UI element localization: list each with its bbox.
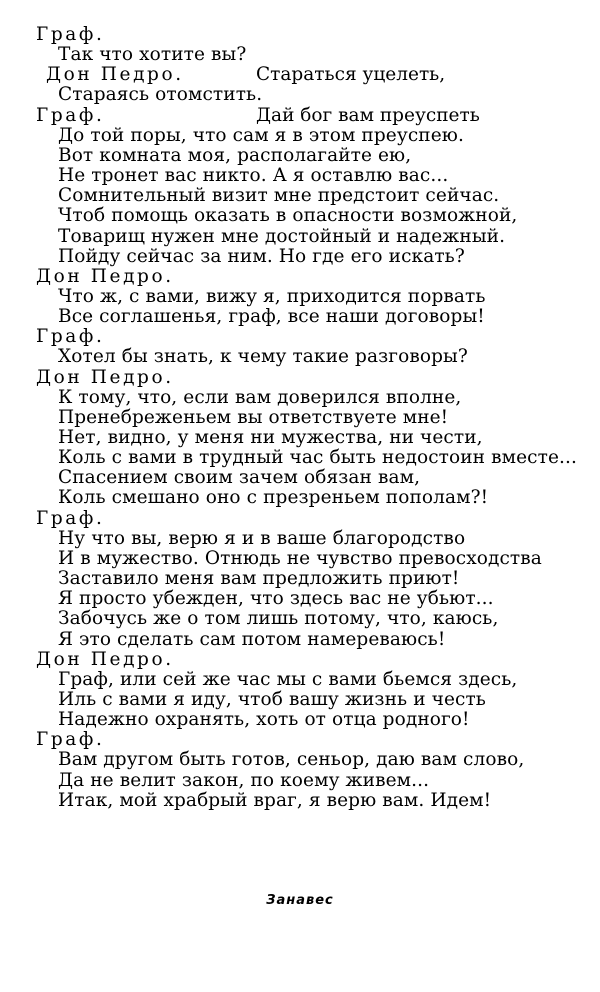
verse-line: К тому, что, если вам доверился вполне, — [58, 386, 462, 408]
verse-line: Вам другом быть готов, сеньор, даю вам слово, — [58, 749, 525, 771]
verse-line: Граф, или сей же час мы с вами бьемся здесь, — [58, 668, 518, 690]
speaker-name: Дон Педро. — [36, 366, 174, 388]
speaker-name: Дон Педро. — [36, 265, 174, 287]
verse-line: Я просто убежден, что здесь вас не убьют... — [58, 588, 494, 610]
verse-line: Итак, мой храбрый враг, я верю вам. Идем! — [58, 789, 492, 811]
verse-line: Чтоб помощь оказать в опасности возможной, — [58, 205, 518, 227]
verse-line: Я это сделать сам потом намереваюсь! — [58, 628, 446, 650]
verse-line: Все соглашенья, граф, все наши договоры! — [58, 306, 485, 328]
speaker-name: Граф. — [36, 326, 105, 348]
verse-line: Спасением своим зачем обязан вам, — [58, 467, 421, 489]
verse-line: Стараясь отомстить. — [58, 84, 263, 106]
verse-line: Дай бог вам преуспеть — [256, 104, 480, 126]
verse-line: Надежно охранять, хоть от отца родного! — [58, 709, 470, 731]
verse-line: И в мужество. Отнюдь не чувство превосходства — [58, 547, 542, 569]
verse-line: Заставило меня вам предложить приют! — [58, 568, 460, 590]
speaker-name: Граф. — [36, 104, 105, 126]
verse-line: Что ж, с вами, вижу я, приходится порвать — [58, 285, 486, 307]
verse-line: Не тронет вас никто. А я оставлю вас... — [58, 165, 449, 187]
verse-line: Коль смешано оно с презреньем пополам?! — [58, 487, 489, 509]
verse-line: Товарищ нужен мне достойный и надежный. — [58, 225, 506, 247]
verse-line: Ну что вы, верю я и в ваше благородство — [58, 527, 466, 549]
verse-line: Хотел бы знать, к чему такие разговоры? — [58, 346, 468, 368]
verse-line: Нет, видно, у меня ни мужества, ни чести, — [58, 427, 483, 448]
verse-line: Иль с вами я иду, чтоб вашу жизнь и честь — [58, 688, 486, 710]
speaker-name: Дон Педро. — [46, 64, 184, 86]
verse-line: Вот комната моя, располагайте ею, — [58, 144, 412, 166]
verse-line: Сомнительный визит мне предстоит сейчас. — [58, 185, 500, 207]
verse-line: Стараться уцелеть, — [256, 64, 446, 86]
verse-line: Коль с вами в трудный час быть недостоин вместе... — [58, 447, 577, 469]
verse-line: Да не велит закон, по коему живем... — [58, 769, 430, 791]
verse-line: Пойду сейчас за ним. Но где его искать? — [58, 245, 465, 267]
verse-line: Так что хотите вы? — [58, 44, 247, 66]
speaker-name: Дон Педро. — [36, 648, 174, 670]
speaker-name: Граф. — [36, 729, 105, 751]
verse-line: До той поры, что сам я в этом преуспею. — [58, 124, 464, 146]
verse-line: Забочусь же о том лишь потому, что, каюсь, — [58, 608, 499, 630]
verse-line: Пренебреженьем вы ответствуете мне! — [58, 406, 449, 428]
speaker-name: Граф. — [36, 507, 105, 529]
speaker-name: Граф. — [36, 24, 105, 45]
curtain-stage-direction: Занавес — [266, 893, 334, 908]
